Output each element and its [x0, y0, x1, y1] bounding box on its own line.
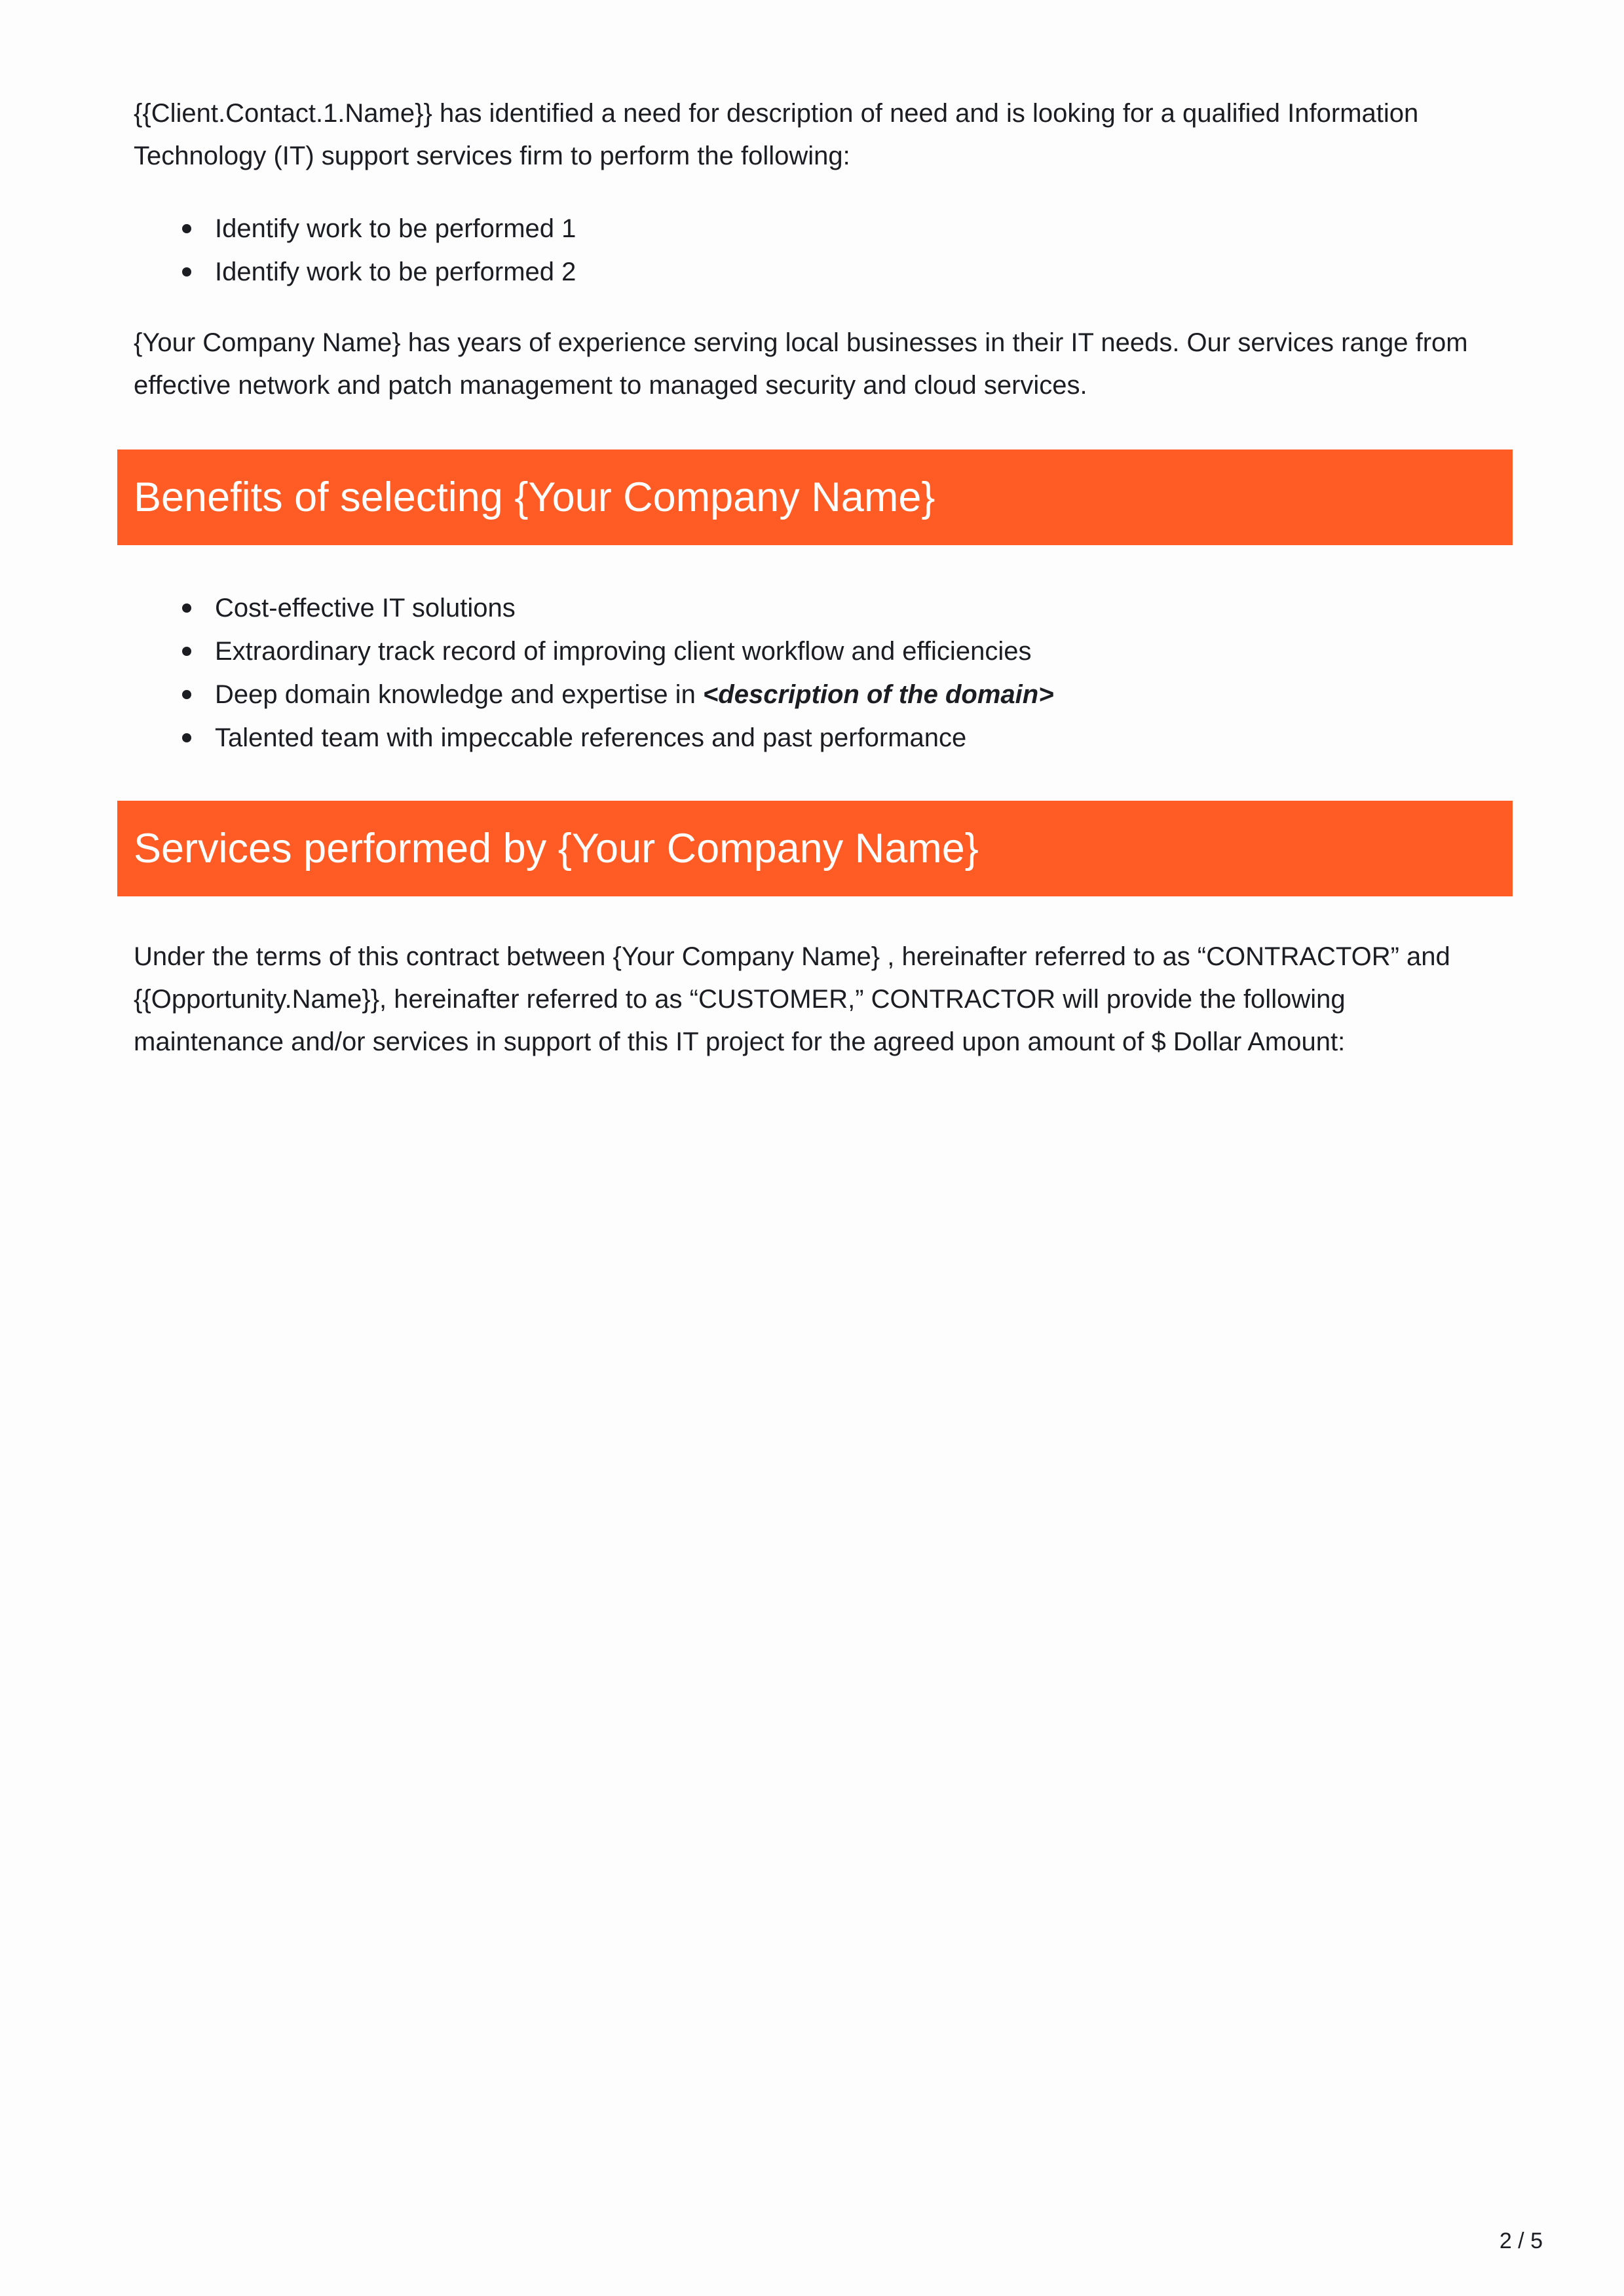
bullet-icon	[182, 224, 191, 233]
bullet-icon	[182, 603, 191, 613]
list-item: Extraordinary track record of improving client workflow and efficiencies	[134, 630, 1496, 673]
benefits-banner	[117, 450, 1513, 545]
list-item: Identify work to be performed 2	[134, 250, 1496, 294]
services-banner	[117, 801, 1513, 896]
list-item: Deep domain knowledge and expertise in <description of the domain>	[134, 673, 1496, 716]
services-heading: Services performed by {Your Company Name}	[134, 826, 979, 871]
company-paragraph: {Your Company Name} has years of experience serving local businesses in their IT needs. Our services range from effective network and patch management to managed security and cloud services.	[134, 328, 1468, 400]
domain-placeholder: <description of the domain>	[702, 680, 1054, 709]
page-number: 2 / 5	[1499, 2229, 1543, 2253]
bullet-icon	[182, 690, 191, 699]
bullet-icon	[182, 733, 191, 742]
work-items-list	[134, 207, 1496, 294]
intro-paragraph: {{Client.Contact.1.Name}} has identified a need for description of need and is looking for a qualified Information Technology (IT) support services firm to perform the following:	[134, 99, 1419, 170]
bullet-icon	[182, 267, 191, 277]
list-item: Cost-effective IT solutions	[134, 586, 1496, 630]
benefits-heading: Benefits of selecting {Your Company Name}	[134, 474, 935, 520]
list-item: Talented team with impeccable references and past performance	[134, 716, 1496, 759]
list-item: Identify work to be performed 1	[134, 207, 1496, 250]
bullet-icon	[182, 647, 191, 656]
services-paragraph: Under the terms of this contract between {Your Company Name} , hereinafter referred to as “CONTRACTOR” and {{Opportunity.Name}}, hereinafter referred to as “CUSTOMER,” CONTRACTOR will provide the following maintenance and/or services in support of this IT project for the agreed upon amount of $ Dollar Amount:	[134, 942, 1450, 1056]
benefits-list	[134, 586, 1496, 759]
